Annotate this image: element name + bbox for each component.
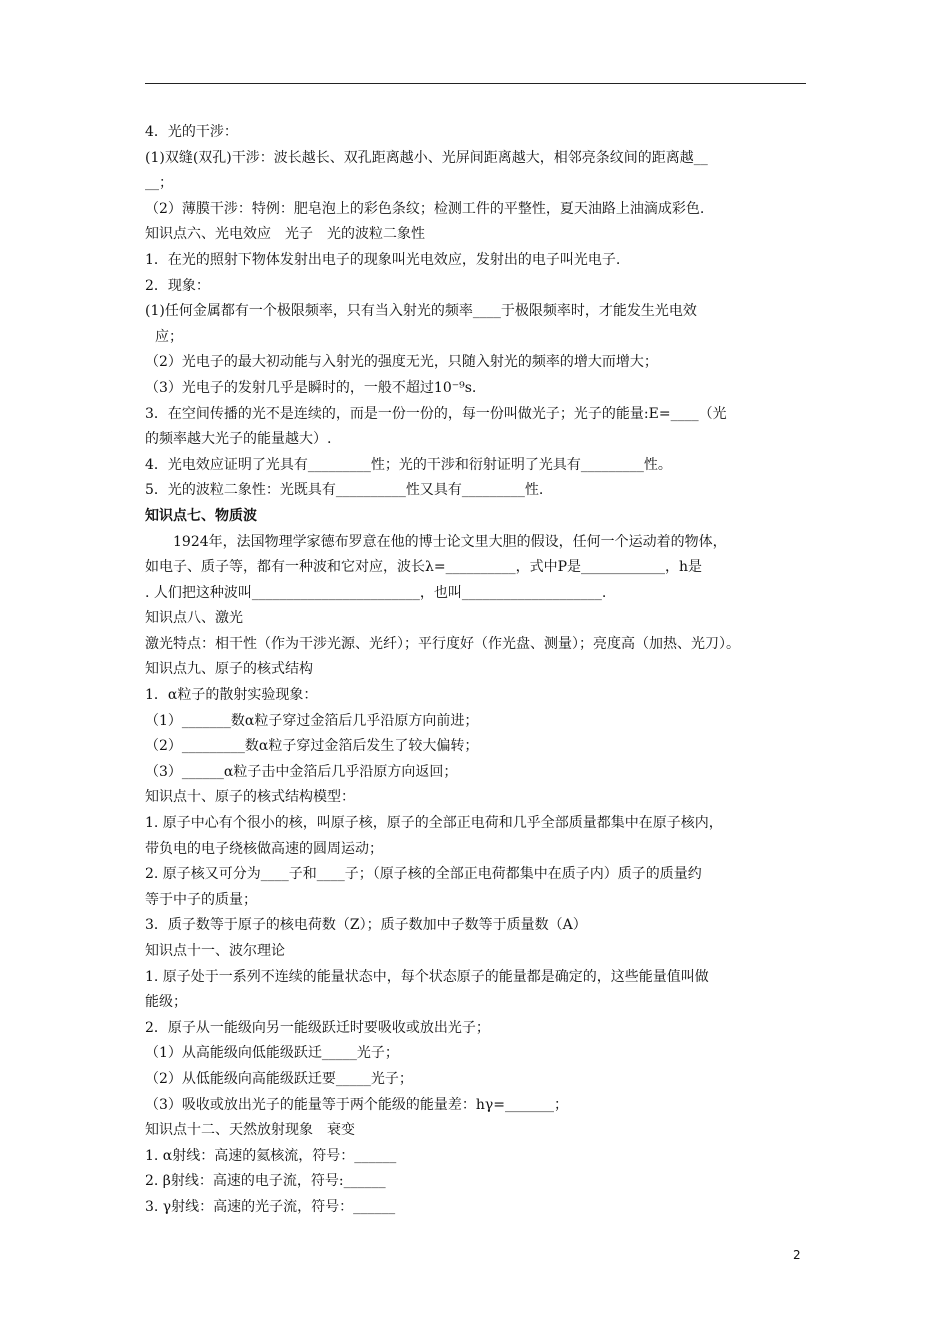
text-line: 能级； bbox=[145, 994, 187, 1011]
text-line: (1)双缝(双孔)干涉：波长越长、双孔距离越小、光屏间距离越大，相邻亮条纹间的距离越__ bbox=[145, 149, 708, 166]
text-line: 1. 原子处于一系列不连续的能量状态中，每个状态原子的能量都是确定的，这些能量值叫做 bbox=[145, 968, 709, 985]
text-line: 激光特点：相干性（作为干涉光源、光纤）；平行度好（作光盘、测量）；亮度高（加热、光刀）。 bbox=[145, 635, 740, 652]
section-heading: 知识点八、激光 bbox=[145, 610, 243, 627]
text-line: 1．在光的照射下物体发射出电子的现象叫光电效应，发射出的电子叫光电子. bbox=[145, 251, 621, 268]
text-line: （2）从低能级向高能级跃迁要_____光子； bbox=[145, 1070, 413, 1087]
text-line: 等于中子的质量； bbox=[145, 891, 257, 908]
text-line: 3. γ射线：高速的光子流，符号：______ bbox=[145, 1198, 396, 1215]
text-line: 2. 原子核又可分为____子和____子；（原子核的全部正电荷都集中在质子内）质子的质量约 bbox=[145, 866, 702, 883]
header-rule bbox=[145, 83, 806, 84]
text-line: 1. 原子中心有个很小的核，叫原子核，原子的全部正电荷和几乎全部质量都集中在原子核内， bbox=[145, 815, 723, 832]
page-number: 2 bbox=[793, 1248, 801, 1262]
text-line: 3．质子数等于原子的核电荷数（Z）；质子数加中子数等于质量数（A） bbox=[145, 917, 587, 934]
text-line: 4．光电效应证明了光具有_________性；光的干涉和衍射证明了光具有_________性。 bbox=[145, 456, 672, 473]
text-line: 2. β射线：高速的电子流，符号:______ bbox=[145, 1173, 386, 1190]
text-line: （2）_________数α粒子穿过金箔后发生了较大偏转； bbox=[145, 738, 479, 755]
text-line: 1. α射线：高速的氦核流，符号：______ bbox=[145, 1147, 397, 1164]
text-line: 2．现象： bbox=[145, 277, 210, 294]
text-line: (1)任何金属都有一个极限频率，只有当入射光的频率____于极限频率时，才能发生光电效 bbox=[145, 303, 697, 320]
text-line: 4．光的干涉： bbox=[145, 124, 238, 140]
text-line: （2）薄膜干涉：特例：肥皂泡上的彩色条纹；检测工件的平整性，夏天油路上油滴成彩色. bbox=[145, 200, 705, 217]
text-line: 3．在空间传播的光不是连续的，而是一份一份的，每一份叫做光子；光子的能量:E=____（光 bbox=[145, 405, 727, 422]
section-heading: 知识点六、光电效应 光子 光的波粒二象性 bbox=[145, 226, 425, 243]
text-line: 应； bbox=[155, 328, 183, 345]
text-line: （3）______α粒子击中金箔后几乎沿原方向返回； bbox=[145, 763, 458, 780]
section-heading: 知识点七、物质波 bbox=[145, 507, 257, 524]
section-heading: 知识点十二、天然放射现象 衰变 bbox=[145, 1122, 355, 1139]
text-line: 5．光的波粒二象性：光既具有__________性又具有_________性. bbox=[145, 482, 544, 499]
text-line: （1）_______数α粒子穿过金箔后几乎沿原方向前进； bbox=[145, 712, 479, 729]
text-line: . 人们把这种波叫________________________，也叫____________________. bbox=[145, 584, 607, 601]
text-line: __； bbox=[145, 175, 173, 192]
section-heading: 知识点九、原子的核式结构 bbox=[145, 661, 313, 678]
text-line: 带负电的电子绕核做高速的圆周运动； bbox=[145, 840, 383, 857]
section-heading: 知识点十一、波尔理论 bbox=[145, 943, 285, 959]
text-line: 2．原子从一能级向另一能级跃迁时要吸收或放出光子； bbox=[145, 1019, 490, 1036]
text-line: （3）吸收或放出光子的能量等于两个能级的能量差：hγ=_______； bbox=[145, 1096, 569, 1113]
document-body bbox=[145, 120, 810, 1221]
text-line: 如电子、质子等，都有一种波和它对应，波长λ=__________，式中P是____________，h是 bbox=[145, 559, 703, 576]
text-line: （1）从高能级向低能级跃迁_____光子； bbox=[145, 1045, 399, 1062]
text-line: 的频率越大光子的能量越大）. bbox=[145, 431, 332, 448]
text-line: 1924年，法国物理学家德布罗意在他的博士论文里大胆的假设，任何一个运动着的物体， bbox=[173, 533, 727, 550]
text-line: （3）光电子的发射几乎是瞬时的，一般不超过10⁻⁹s. bbox=[145, 379, 477, 396]
section-heading: 知识点十、原子的核式结构模型： bbox=[145, 789, 355, 806]
text-line: 1．α粒子的散射实验现象： bbox=[145, 687, 318, 704]
text-line: （2）光电子的最大初动能与入射光的强度无光，只随入射光的频率的增大而增大； bbox=[145, 354, 658, 371]
